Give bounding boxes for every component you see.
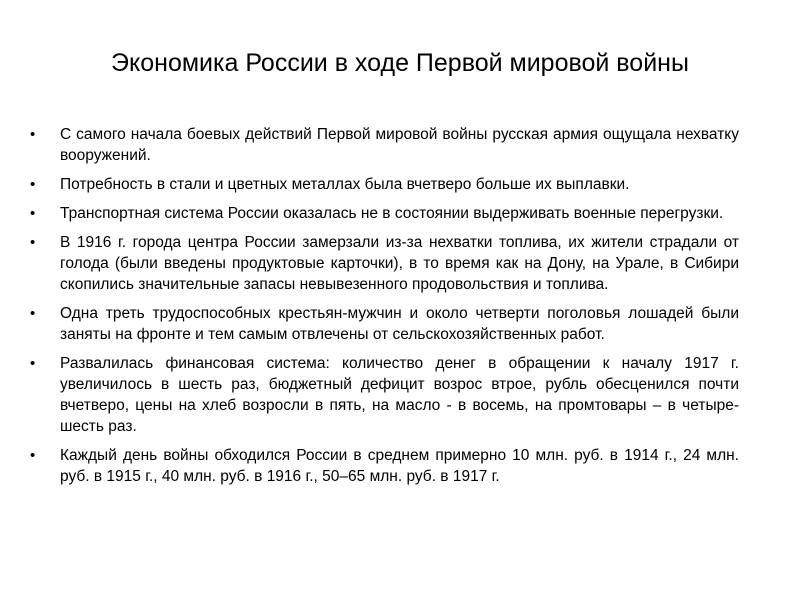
bullet-dot: • [30,234,36,251]
bullet-item-fuel-food [30,232,739,295]
bullet-dot: • [30,126,36,143]
bullet-text: В 1916 г. города центра России замерзали из-за нехватки топлива, их жители страдали от голода (были введены продуктовые карточки), в то время как на Дону, на Урале, в Сибири скопились значительные запасы невывезенного продовольствия и топлива. [60,234,739,293]
bullet-text: Каждый день войны обходился России в среднем примерно 10 млн. руб. в 1914 г., 24 млн. руб. в 1915 г., 40 млн. руб. в 1916 г., 50–65 млн. руб. в 1917 г. [60,447,739,485]
bullet-dot: • [30,305,36,322]
bullet-item-peasants [30,303,739,345]
bullet-text: С самого начала боевых действий Первой мировой войны русская армия ощущала нехватку вооружений. [60,126,739,164]
bullet-dot: • [30,205,36,222]
bullet-dot: • [30,176,36,193]
bullet-text: Транспортная система России оказалась не в состоянии выдерживать военные перегрузки. [60,205,724,222]
bullet-item-transport [30,203,739,224]
bullet-dot: • [30,447,36,464]
slide-title: Экономика России в ходе Первой мировой войны [111,49,689,77]
bullet-item-finance [30,353,739,437]
bullet-text: Развалилась финансовая система: количество денег в обращении к началу 1917 г. увеличилось в шесть раз, бюджетный дефицит возрос втрое, рубль обесценился почти вчетверо, цены на хлеб возросли в пять, на масло - в восемь, на промтовары – в четыре-шесть раз. [60,355,739,435]
bullet-dot: • [30,355,36,372]
bullet-item-metals [30,174,739,195]
bullet-list [30,124,739,495]
bullet-item-war-cost [30,445,739,487]
bullet-text: Одна треть трудоспособных крестьян-мужчин и около четверти поголовья лошадей были заняты на фронте и тем самым отвлечены от сельскохозяйственных работ. [60,305,739,343]
bullet-item-weapons-shortage [30,124,739,166]
bullet-text: Потребность в стали и цветных металлах была вчетверо больше их выплавки. [60,176,630,193]
